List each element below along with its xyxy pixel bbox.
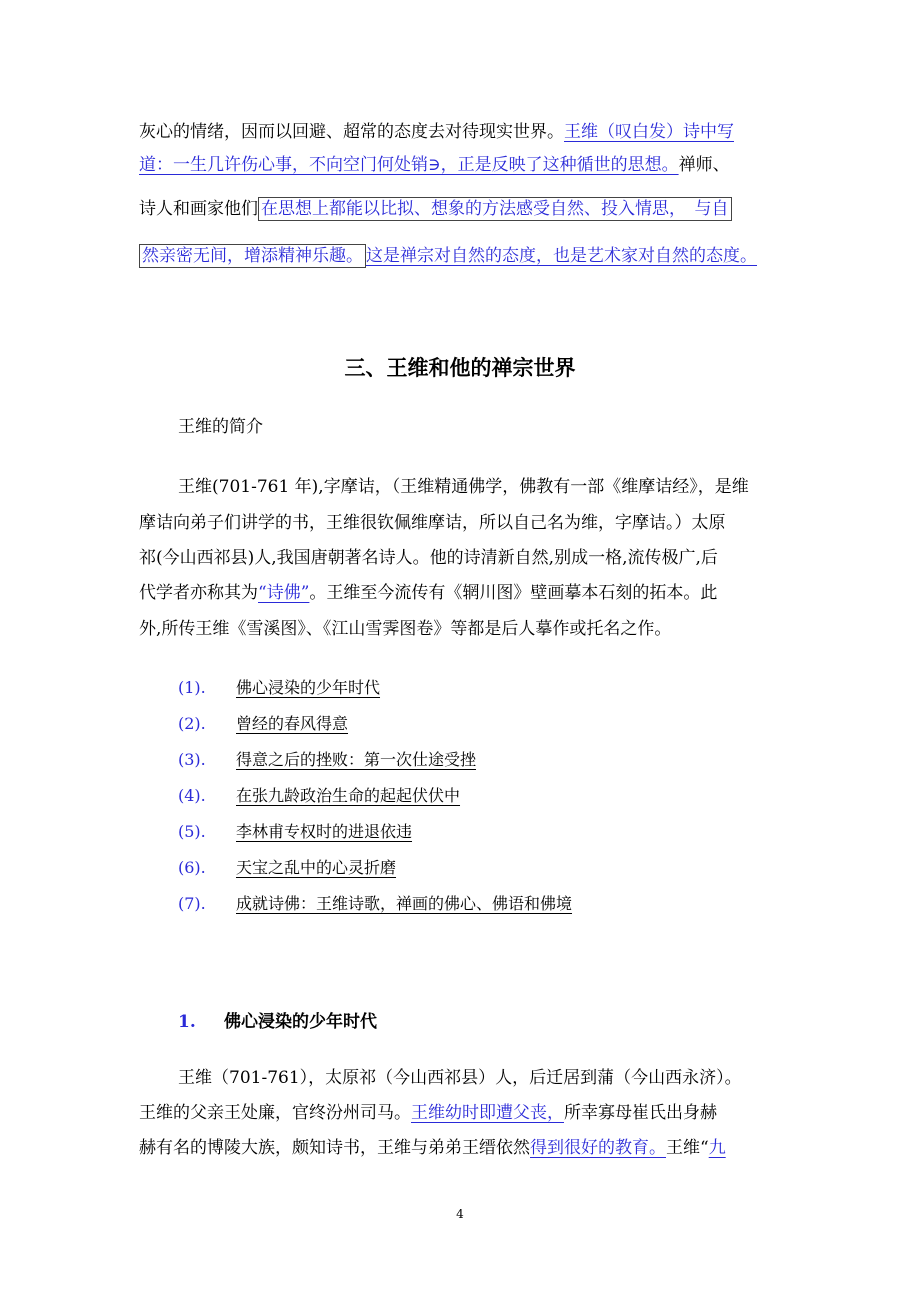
toc-item[interactable]: (4). 在张九龄政治生命的起起伏伏中 bbox=[178, 786, 461, 805]
toc-item[interactable]: (7). 成就诗佛：王维诗歌，禅画的佛心、佛语和佛境 bbox=[178, 894, 573, 913]
toc-item[interactable]: (3). 得意之后的挫败：第一次仕途受挫 bbox=[178, 750, 477, 769]
bio-line: 王维(701-761 年),字摩诘，（王维精通佛学，佛教有一部《维摩诘经》，是维 bbox=[178, 477, 749, 497]
poem-quote-link[interactable]: 道：一生几许伤心事，不向空门何处销∋，正是反映了这种循世的思想。 bbox=[139, 155, 679, 175]
text-line: 灰心的情绪，因而以回避、超常的态度去对待现实世界。王维（叹白发）诗中写 bbox=[139, 122, 734, 142]
bio-line: 代学者亦称其为“诗佛”。王维至今流传有《辋川图》壁画摹本石刻的拓本。此 bbox=[139, 583, 718, 603]
poem-link[interactable]: 王维（叹白发）诗中写 bbox=[564, 122, 734, 142]
section-title: 三、王维和他的禅宗世界 bbox=[344, 356, 576, 380]
bio-line: 祁(今山西祁县)人,我国唐朝著名诗人。他的诗清新自然,别成一格,流传极广,后 bbox=[139, 548, 718, 568]
bio-line: 摩诘向弟子们讲学的书，王维很钦佩维摩诘，所以自己名为维，字摩诘。）太原 bbox=[139, 513, 726, 533]
boxed-text[interactable]: 然亲密无间，增添精神乐趣。 bbox=[139, 244, 366, 268]
toc-item[interactable]: (5). 李林甫专权时的进退依违 bbox=[178, 822, 413, 841]
text-line bbox=[139, 245, 757, 267]
paragraph-line: 王维（701-761），太原祁（今山西祁县）人，后迁居到蒲（今山西永济）。 bbox=[178, 1068, 742, 1088]
bio-line: 外,所传王维《雪溪图》、《江山雪霁图卷》等都是后人摹作或托名之作。 bbox=[139, 619, 672, 639]
text-line: 诗人和画家他们 在思想上都能以比拟、想象的方法感受自然、投入情思， 与自 bbox=[139, 198, 732, 220]
paragraph-line: 赫有名的博陵大族，颇知诗书，王维与弟弟王缙依然得到很好的教育。王维“九 bbox=[139, 1138, 726, 1158]
intro-heading: 王维的简介 bbox=[178, 417, 263, 437]
education-link[interactable]: 得到很好的教育。 bbox=[530, 1138, 666, 1158]
toc-item[interactable]: (1). 佛心浸染的少年时代 bbox=[178, 678, 381, 697]
toc-item[interactable]: (6). 天宝之乱中的心灵折磨 bbox=[178, 858, 397, 877]
boxed-text[interactable]: 在思想上都能以比拟、想象的方法感受自然、投入情思， 与自 bbox=[258, 197, 732, 221]
nature-attitude-link[interactable]: 这是禅宗对自然的态度，也是艺术家对自然的态度。 bbox=[366, 246, 757, 266]
toc-item[interactable]: (2). 曾经的春风得意 bbox=[178, 714, 349, 733]
paragraph-line: 王维的父亲王处廉，官终汾州司马。王维幼时即遭父丧，所幸寡母崔氏出身赫 bbox=[139, 1103, 717, 1123]
father-loss-link[interactable]: 王维幼时即遭父丧， bbox=[411, 1103, 564, 1123]
continuation-link[interactable]: 九 bbox=[708, 1138, 726, 1158]
text-line: 道：一生几许伤心事，不向空门何处销∋，正是反映了这种循世的思想。禅师、 bbox=[139, 155, 730, 175]
page-number: 4 bbox=[456, 1207, 464, 1221]
shifo-link[interactable]: “诗佛” bbox=[258, 583, 310, 603]
section-heading: 1. 佛心浸染的少年时代 bbox=[178, 1012, 377, 1032]
